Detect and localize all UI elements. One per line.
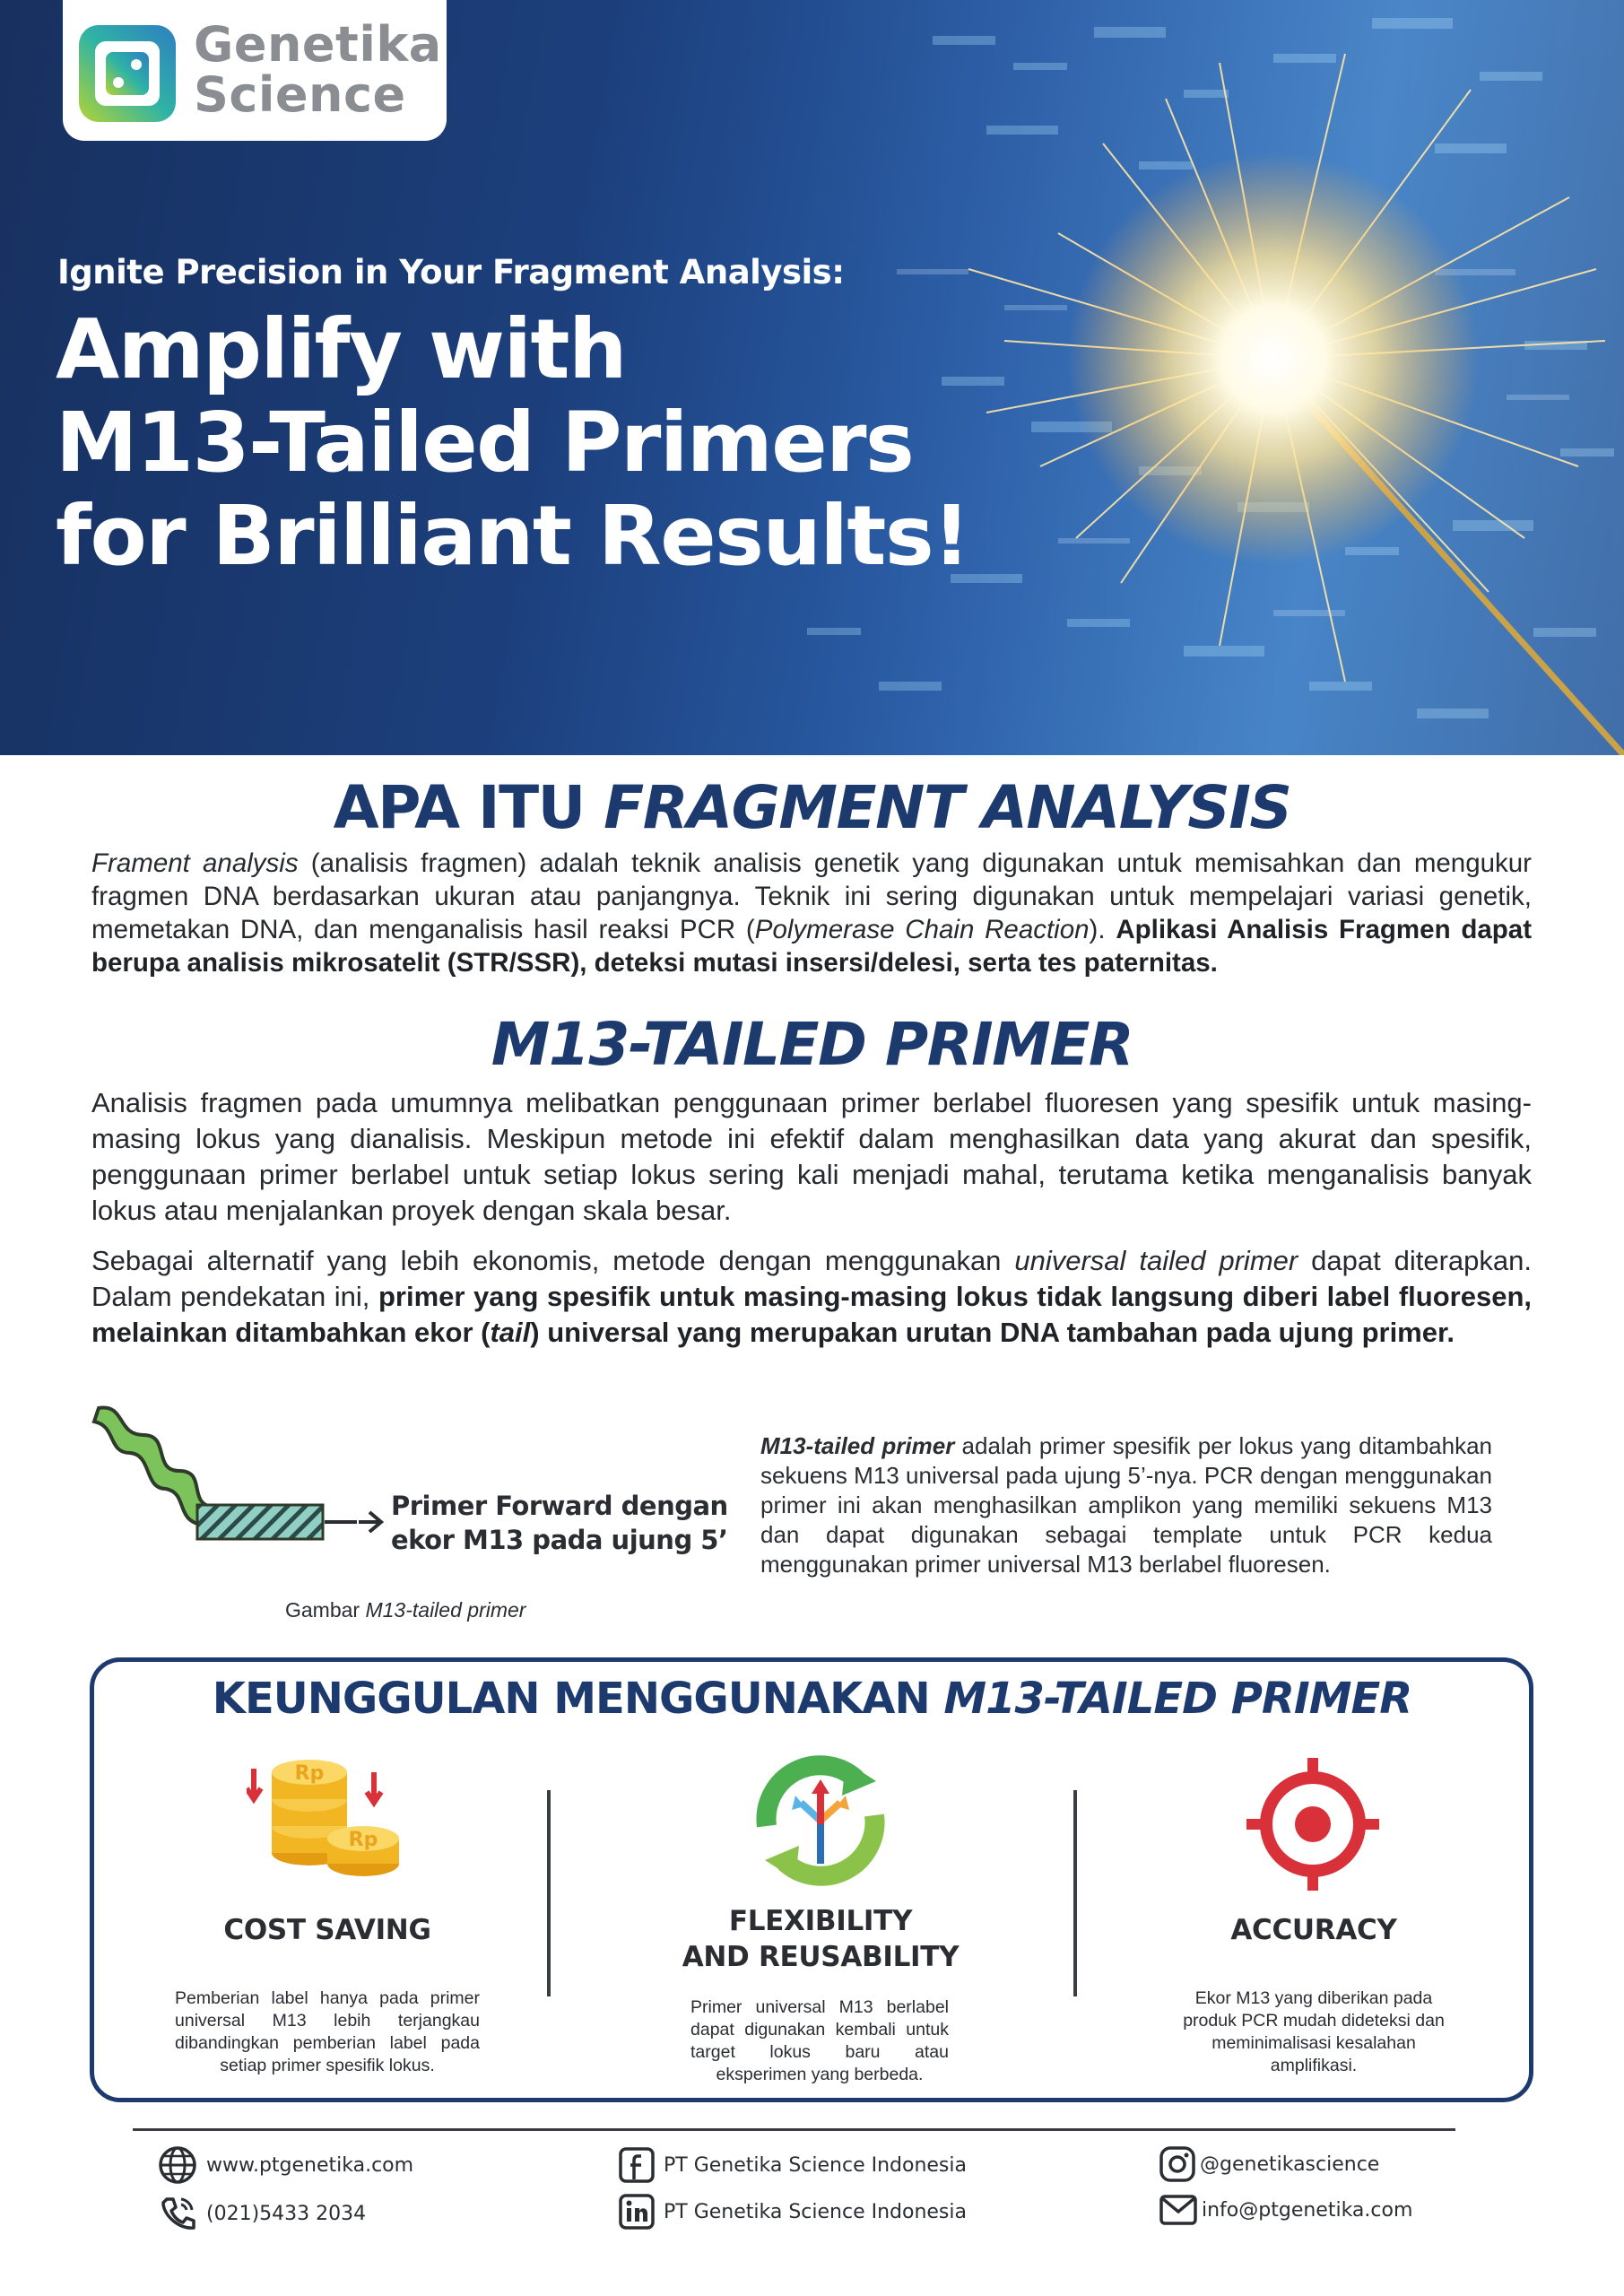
footer-divider (133, 2128, 1455, 2131)
m13-intro-paragraph: Analisis fragmen pada umumnya melibatkan penggunaan primer berlabel fluoresen yang spesifik untuk masing-masing lokus yang dianalisis. Meskipun metode ini efektif dalam menghasilkan data yang akurat dan spesifik, penggunaan primer berlabel untuk setiap lokus sering kali menjadi mahal, terutama ketika menganalisis banyak lokus atau menjalankan proyek dengan skala besar. (91, 1087, 1532, 1226)
instagram-icon (1159, 2145, 1196, 2183)
svg-text:Rp: Rp (348, 1829, 378, 1851)
flexibility-desc: Primer universal M13 berlabel dapat digunakan kembali untuk target lokus baru atau eksperimen yang berbeda. (690, 1997, 949, 2084)
figure-label: Primer Forward dengan ekor M13 pada ujung 5’ (391, 1491, 728, 1555)
cost-saving-title: COST SAVING (223, 1914, 431, 1946)
footer-facebook[interactable]: PT Genetika Science Indonesia (619, 2147, 967, 2183)
cost-saving-desc: Pemberian label hanya pada primer universal M13 lebih terjangkau dibandingkan pemberian label pada setiap primer spesifik lokus. (175, 1988, 480, 2075)
phone-icon (158, 2194, 197, 2233)
fragment-analysis-heading: APA ITU FRAGMENT ANALYSIS (333, 773, 1291, 842)
accuracy-title: ACCURACY (1230, 1914, 1397, 1946)
logo-wordmark: Genetika Science (194, 16, 442, 123)
m13-definition-text: M13-tailed primer adalah primer spesifik per lokus yang ditambahkan sekuens M13 universal pada ujung 5’-nya. PCR dengan menggunakan primer ini akan menghasilkan amplikon yang memiliki sekuens M13 dan dapat digunakan sebagai template untuk PCR kedua menggunakan primer universal M13 berlabel fluoresen. (760, 1432, 1492, 1578)
accuracy-desc: Ekor M13 yang diberikan pada produk PCR mudah dideteksi dan meminimalisasi kesalahan amplifikasi. (1183, 1988, 1445, 2075)
m13-primer-heading: M13-TAILED PRIMER (491, 1010, 1133, 1079)
facebook-icon (619, 2147, 655, 2183)
globe-icon (158, 2145, 197, 2185)
column-divider (547, 1790, 551, 1996)
arrow-right-icon (357, 1509, 384, 1535)
m13-tailed-primer-diagram (90, 1399, 359, 1561)
genetika-logo-icon (79, 25, 176, 122)
fragment-analysis-paragraph: Frament analysis (analisis fragmen) adalah teknik analisis genetik yang digunakan untuk memisahkan dan mengukur fragmen DNA berdasarkan ukuran atau panjangnya. Teknik ini sering digunakan untuk mempelajari variasi genetik, memetakan DNA, dan menganalisis hasil reaksi PCR (Polymerase Chain Reaction). Aplikasi Analisis Fragmen dapat berupa analisis mikrosatelit (STR/SSR), deteksi mutasi insersi/delesi, serta tes paternitas. (91, 848, 1533, 978)
footer-email[interactable]: info@ptgenetika.com (1159, 2194, 1412, 2226)
hero-title: Amplify with M13-Tailed Primers for Brilliant Results! (56, 301, 969, 584)
column-divider (1073, 1790, 1077, 1996)
svg-text:Rp: Rp (294, 1762, 325, 1785)
recycle-arrows-icon (749, 1754, 892, 1887)
mail-icon (1159, 2194, 1198, 2226)
footer-phone[interactable]: (021)5433 2034 (158, 2194, 366, 2233)
coins-rp-icon (247, 1756, 408, 1882)
advantages-heading: KEUNGGULAN MENGGUNAKAN M13-TAILED PRIMER (212, 1674, 1412, 1724)
figure-caption: Gambar M13-tailed primer (285, 1598, 526, 1622)
logo-card (63, 0, 447, 141)
footer-linkedin[interactable]: PT Genetika Science Indonesia (619, 2194, 967, 2230)
footer-instagram[interactable]: @genetikascience (1159, 2145, 1379, 2183)
linkedin-icon (619, 2194, 655, 2230)
target-icon (1246, 1758, 1379, 1891)
flexibility-title: FLEXIBILITY AND REUSABILITY (682, 1905, 960, 1973)
hero-subtitle: Ignite Precision in Your Fragment Analysis: (57, 253, 845, 291)
hero-banner (0, 0, 1624, 755)
m13-alternative-paragraph: Sebagai alternatif yang lebih ekonomis, metode dengan menggunakan universal tailed primer dapat diterapkan. Dalam pendekatan ini, primer yang spesifik untuk masing-masing lokus tidak langsung diberi label fluoresen, melainkan ditambahkan ekor (tail) universal yang merupakan urutan DNA tambahan pada ujung primer. (91, 1245, 1532, 1348)
footer-website[interactable]: www.ptgenetika.com (158, 2145, 413, 2185)
